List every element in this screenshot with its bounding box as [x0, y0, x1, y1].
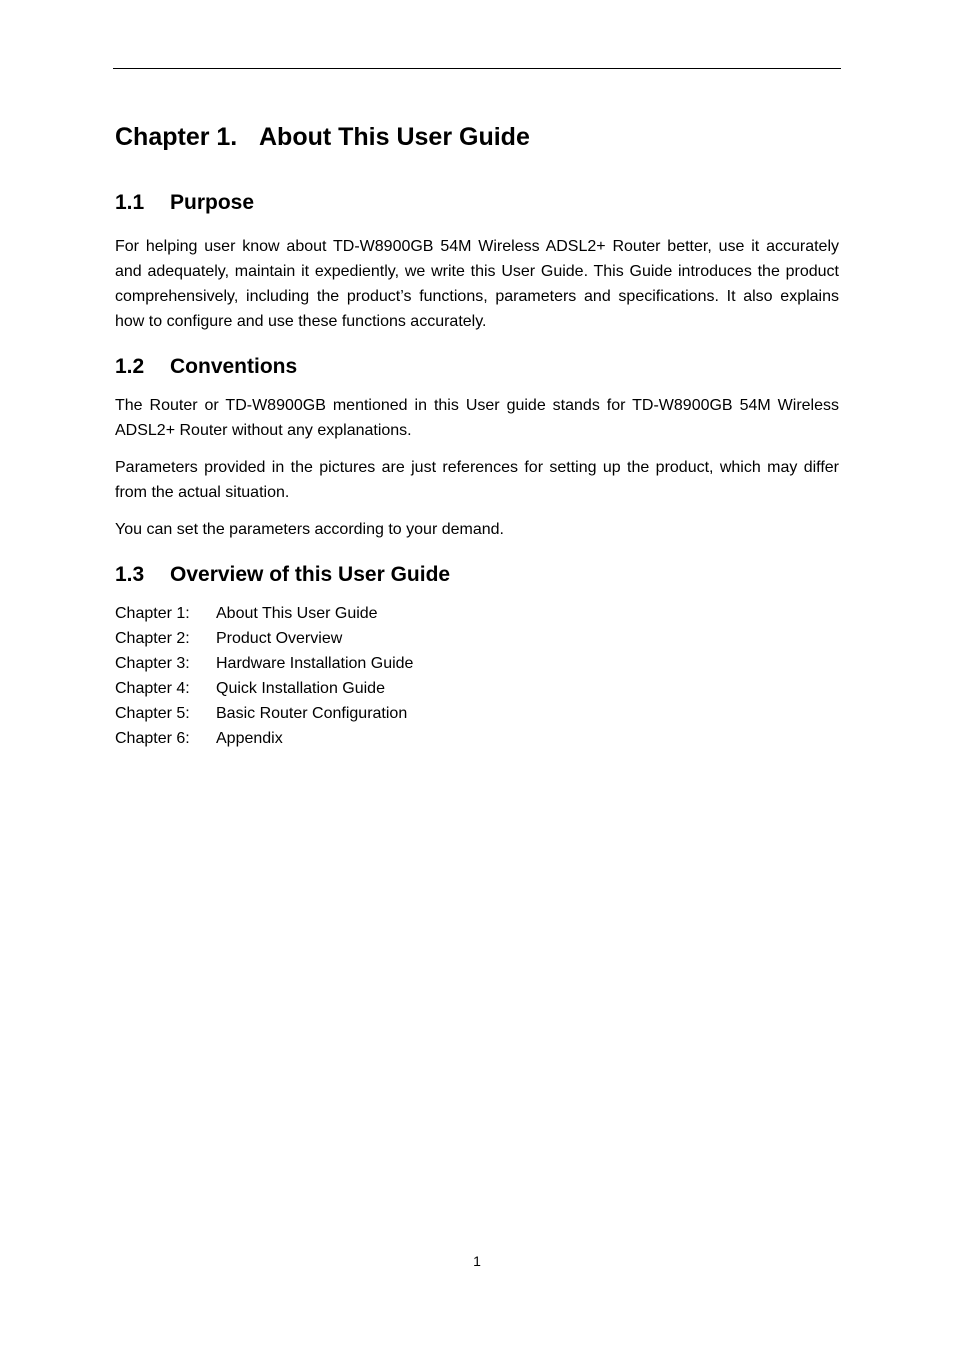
section-number: 1.2 — [115, 355, 145, 378]
chapter-name: Appendix — [216, 730, 283, 747]
list-item — [115, 726, 839, 751]
conventions-paragraph-3: You can set the parameters according to your demand. — [115, 521, 504, 538]
chapter-label: Chapter 4: — [115, 680, 190, 697]
chapter-name: Quick Installation Guide — [216, 680, 385, 697]
list-item — [115, 626, 839, 651]
section-heading-purpose — [115, 188, 839, 218]
chapter-name: Basic Router Configuration — [216, 705, 408, 722]
conventions-paragraph-1: The Router or TD-W8900GB mentioned in this User guide stands for TD-W8900GB 54M Wireless ADSL2+ Router without any explanations. — [115, 397, 839, 439]
section-number: 1.1 — [115, 191, 145, 214]
chapter-title-text: About This User Guide — [259, 123, 530, 151]
section-heading-conventions — [115, 352, 839, 382]
header-rule — [113, 68, 841, 69]
chapter-label: Chapter 5: — [115, 705, 190, 722]
chapter-name: Hardware Installation Guide — [216, 655, 414, 672]
page-number: 1 — [473, 1253, 481, 1269]
conventions-paragraph-2: Parameters provided in the pictures are just references for setting up the product, which may differ from the actual situation. — [115, 459, 839, 501]
list-item — [115, 601, 839, 626]
section-title-text: Overview of this User Guide — [170, 563, 451, 586]
purpose-paragraph: For helping user know about TD-W8900GB 54M Wireless ADSL2+ Router better, use it accurately and adequately, maintain it expediently, we write this User Guide. This Guide introduces the product comprehensively, including the product’s functions, parameters and specifications. It also explains how to configure and use these functions accurately. — [115, 238, 839, 330]
chapter-name: Product Overview — [216, 630, 343, 647]
chapter-overview-list — [115, 601, 839, 751]
chapter-number: Chapter 1. — [115, 123, 238, 151]
chapter-label: Chapter 1: — [115, 605, 190, 622]
section-title-text: Purpose — [170, 191, 255, 214]
chapter-label: Chapter 3: — [115, 655, 190, 672]
list-item — [115, 701, 839, 726]
section-title-text: Conventions — [170, 355, 298, 378]
chapter-label: Chapter 2: — [115, 630, 190, 647]
list-item — [115, 676, 839, 701]
page-content — [115, 119, 839, 751]
section-number: 1.3 — [115, 563, 145, 586]
section-heading-overview — [115, 560, 839, 590]
chapter-title — [115, 119, 839, 155]
chapter-label: Chapter 6: — [115, 730, 190, 747]
list-item — [115, 651, 839, 676]
chapter-name: About This User Guide — [216, 605, 378, 622]
